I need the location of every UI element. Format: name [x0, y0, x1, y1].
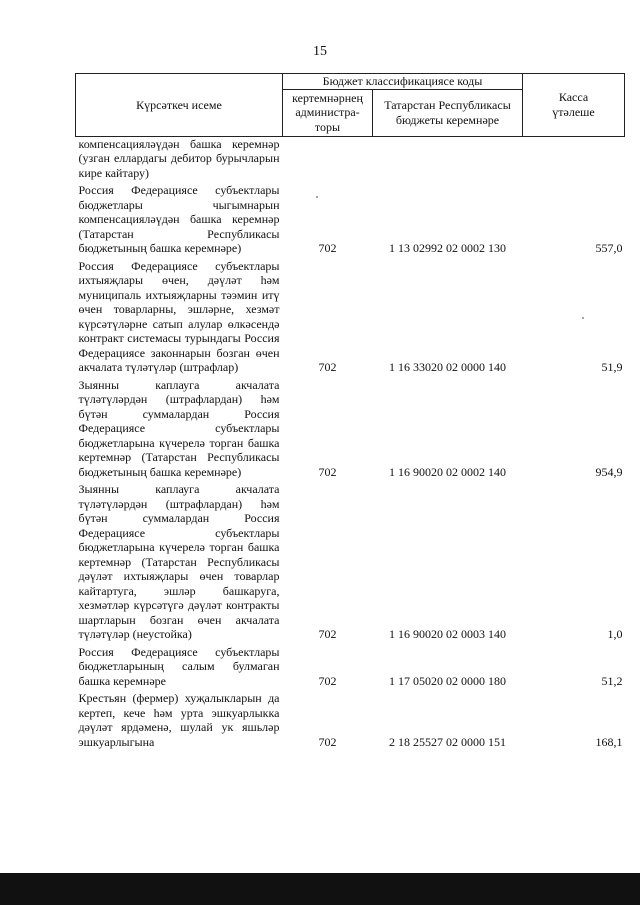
amount-cell: 51,2: [601, 673, 623, 688]
header-classification-group: Бюджет классификациясе коды: [283, 74, 523, 90]
revenue-code-cell: 1 16 33020 02 0000 140: [389, 360, 506, 374]
amount-cell: 954,9: [595, 464, 623, 479]
indicator-cell: Россия Федерациясе субъектлары бюджетларының салым булмаган башка керемнәре: [78, 644, 280, 688]
budget-table: [75, 73, 625, 749]
indicator-cell: Зыянны каплауга акчалата түләтүләрдән (штрафлардан) һәм бүтән суммалардан Россия Федерациясе субъектлары бюджетларына күчерелә торган башка кертемнәр (Татарстан Республикасы дәүләт ихтыяҗлары өчен товарлар кайтартуга, эшләр башкаруга, хезмәтләр күрсәтүгә дәүләт контракты шартларын бозган өчен акчалата түләтүләр (неустойка): [78, 482, 280, 641]
indicator-cell: компенсацияләүдән башка керемнәр (узган еллардагы дебитор бурычларын кире кайтару): [78, 136, 280, 180]
amount-cell: 51,9: [601, 360, 623, 374]
revenue-code-cell: 1 16 90020 02 0003 140: [389, 627, 506, 641]
header-revenue-code: Татарстан Республикасы бюджеты керемнәре: [373, 89, 523, 136]
scan-speck: [316, 196, 318, 198]
revenue-code-cell: [373, 136, 523, 180]
administrator-cell: 702: [318, 464, 337, 479]
amount-cell: 557,0: [595, 241, 623, 255]
table-row: [76, 136, 625, 180]
table-row: [76, 688, 625, 749]
scan-speck: [582, 317, 584, 319]
amount-cell: [523, 136, 625, 180]
page-number: 15: [313, 44, 327, 59]
administrator-cell: 702: [318, 734, 337, 749]
revenue-code-cell: 1 13 02992 02 0002 130: [389, 241, 506, 255]
indicator-cell: Россия Федерациясе субъектлары бюджетлары чыгымнарын компенсацияләүдән башка керемнәр (Татарстан Республикасы бюджетының башка керемнәре): [78, 183, 280, 255]
indicator-cell: Россия Федерациясе субъектлары ихтыяҗлары өчен, дәүләт һәм муниципаль ихтыяҗларны тәэмин итү өчен товарларны, эшләрне, хезмәт күрсәтүләрне сатып алулар өлкәсендә контракт системасы турындагы Россия Федерациясе законнарын бозган өчен акчалата түләтүләр (штрафлар): [78, 258, 280, 374]
table-row: [76, 256, 625, 375]
table-header: [76, 74, 625, 137]
administrator-cell: [283, 136, 373, 180]
revenue-code-cell: 1 17 05020 02 0000 180: [389, 673, 506, 688]
header-cash-execution: Касса үтәлеше: [523, 74, 625, 137]
amount-cell: 168,1: [595, 734, 623, 749]
indicator-cell: Крестьян (фермер) хуҗалыкларын да кертеп, кече һәм урта эшкуарлыкка дәүләт ярдәменә, шулай ук яшьләр эшкуарлыгына: [78, 691, 280, 749]
scan-border-bar: [0, 873, 640, 905]
header-administrator: кертемнәрнең администра-торы: [283, 89, 373, 136]
table-row: [76, 642, 625, 689]
administrator-cell: 702: [318, 241, 337, 255]
administrator-cell: 702: [318, 360, 337, 374]
table-row: [76, 479, 625, 642]
revenue-code-cell: 2 18 25527 02 0000 151: [389, 734, 506, 749]
administrator-cell: 702: [318, 673, 337, 688]
administrator-cell: 702: [318, 627, 337, 641]
header-indicator-name: Күрсәткеч исеме: [76, 74, 283, 137]
revenue-code-cell: 1 16 90020 02 0002 140: [389, 464, 506, 479]
amount-cell: 1,0: [607, 627, 623, 641]
table-row: [76, 375, 625, 480]
table-body: [76, 136, 625, 749]
table-row: [76, 180, 625, 256]
indicator-cell: Зыянны каплауга акчалата түләтүләрдән (штрафлардан) һәм бүтән суммалардан Россия Федерациясе субъектлары бюджетларына күчерелә торган башка кертемнәр (Татарстан Республикасы бюджетының башка керемнәре): [78, 377, 280, 479]
